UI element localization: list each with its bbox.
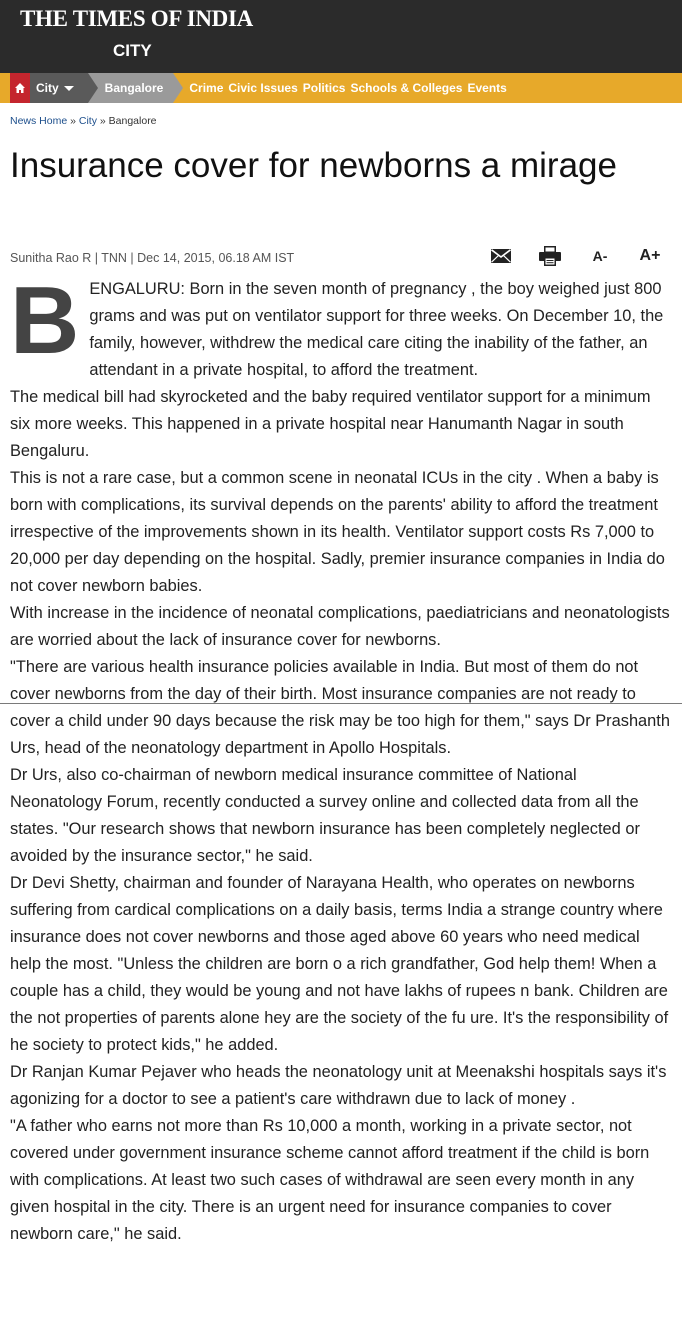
article-paragraph: Dr Urs, also co-chairman of newborn medical insurance committee of National Neonatology Forum, recently conducted a survey online and collected data from all the states. "Our research shows that newborn insurance has been completely neglected or avoided by the insurance sector," he said.: [10, 766, 640, 865]
article-tools: [488, 245, 668, 267]
article-paragraph: Dr Devi Shetty, chairman and founder of Narayana Health, who operates on newborns suffering from cardical complications on a daily basis, terms India a strange country where insurance does not cover newborns and those aged above 60 years who need medical help the most. "Unless the children are born o a rich grandfather, God help them! When a couple has a child, they would be young and not have lakhs of rupees n bank. Children are the not properties of parents alone hey are the society of the fu ure. It's the responsibility of he society to protect kids," he added.: [10, 874, 669, 1054]
nav-current-city[interactable]: [88, 73, 174, 103]
article-paragraph: Dr Ranjan Kumar Pejaver who heads the neonatology unit at Meenakshi hospitals says it's agonizing for a doctor to see a patient's care withdrawn due to lack of money .: [10, 1063, 667, 1108]
home-icon: [14, 82, 26, 94]
email-button[interactable]: [490, 245, 512, 267]
nav-link-events[interactable]: Events: [467, 81, 507, 95]
increase-font-button[interactable]: A+: [639, 247, 661, 264]
nav-home-button[interactable]: [10, 73, 30, 103]
article-headline: Insurance cover for newborns a mirage: [10, 146, 617, 185]
article-paragraph: "A father who earns not more than Rs 10,000 a month, working in a private sector, not covered under government insurance scheme cannot afford treatment if the child is born with complications. At least two such cases of withdrawal are seen every month in any given hospital in the city. There is an urgent need for insurance companies to cover newborn care," he said.: [10, 1117, 650, 1243]
nav-current-city-label: Bangalore: [104, 81, 164, 95]
print-icon: [539, 246, 561, 266]
article-paragraph: The medical bill had skyrocketed and the baby required ventilator support for a minimum six more weeks. This happened in a private hospital near Hanumanth Nagar in south Bengaluru.: [10, 388, 651, 460]
article-first-paragraph-text: ENGALURU: Born in the seven month of pregnancy , the boy weighed just 800 grams and was put on ventilator support for three weeks. On December 10, the family, however, withdrew the medical care citing the inability of the father, an attendant in a private hospital, to afford the treatment.: [89, 280, 664, 379]
nav-link-civic-issues[interactable]: Civic Issues: [228, 81, 298, 95]
article-paragraph: With increase in the incidence of neonatal complications, paediatricians and neonatologists are worried about the lack of insurance cover for newborns.: [10, 604, 670, 649]
nav-link-politics[interactable]: Politics: [302, 81, 346, 95]
breadcrumb-separator: »: [96, 115, 109, 127]
masthead: [0, 0, 682, 73]
nav-city-label: City: [36, 81, 59, 95]
breadcrumb-current: Bangalore: [108, 115, 157, 127]
article-paragraph: [10, 267, 672, 384]
site-logo[interactable]: THE TIMES OF INDIA: [20, 6, 253, 31]
print-button[interactable]: [538, 245, 562, 267]
page-divider-line: [0, 703, 682, 704]
article-body: [10, 267, 672, 1248]
nav-city-dropdown[interactable]: [30, 73, 88, 103]
chevron-down-icon: [64, 86, 74, 91]
article-paragraph: This is not a rare case, but a common scene in neonatal ICUs in the city . When a baby is born with complications, its survival depends on the parents' ability to afford the treatment irrespective of the improvements shown in its health. Ventilator support costs Rs 7,000 to 20,000 per day depending on the hospital. Sadly, premier insurance companies in India do not cover newborn babies.: [10, 469, 665, 595]
breadcrumb-city[interactable]: City: [78, 115, 97, 127]
mail-icon: [491, 249, 511, 263]
nav-link-crime[interactable]: Crime: [189, 81, 224, 95]
section-title[interactable]: CITY: [113, 41, 152, 60]
breadcrumb-separator: »: [67, 115, 79, 127]
article-byline: Sunitha Rao R | TNN | Dec 14, 2015, 06.18 AM IST: [10, 251, 295, 265]
breadcrumb-news-home[interactable]: News Home: [10, 115, 68, 127]
article-paragraph: "There are various health insurance policies available in India. But most of them do not cover newborns from the day of their birth. Most insurance companies are not ready to cover a child under 90 days because the risk may be too high for them," says Dr Prashanth Urs, head of the neonatology department in Apollo Hospitals.: [10, 658, 670, 757]
decrease-font-button[interactable]: A-: [592, 248, 608, 264]
drop-cap: B: [10, 267, 80, 374]
breadcrumb: [10, 115, 157, 127]
nav-link-schools-colleges[interactable]: Schools & Colleges: [350, 81, 463, 95]
section-navbar: [0, 73, 682, 103]
